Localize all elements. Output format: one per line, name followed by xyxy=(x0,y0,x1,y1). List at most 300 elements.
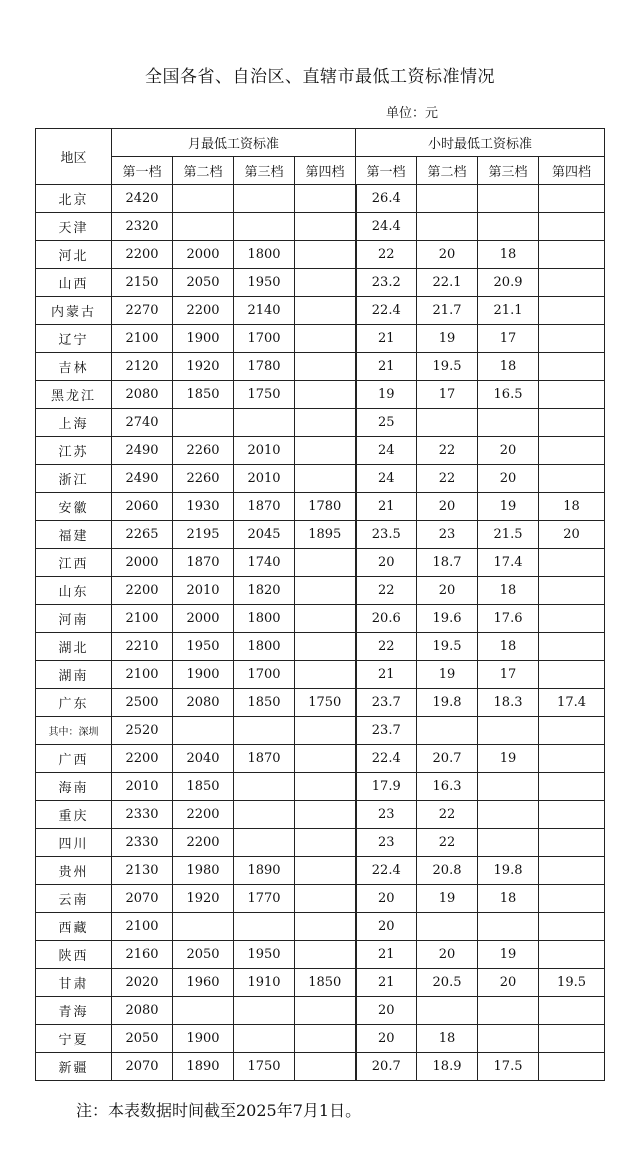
monthly-tier-3-cell: 1910 xyxy=(234,969,295,997)
monthly-tier-1-cell: 2070 xyxy=(112,1053,173,1081)
monthly-tier-2-cell: 2050 xyxy=(173,269,234,297)
region-cell: 其中：深圳 xyxy=(36,717,112,745)
table-row xyxy=(36,717,605,745)
monthly-tier-3-cell: 1800 xyxy=(234,241,295,269)
monthly-tier-1-cell: 2080 xyxy=(112,381,173,409)
monthly-tier-4-cell: 1895 xyxy=(295,521,356,549)
monthly-tier-2-cell: 2010 xyxy=(173,577,234,605)
hourly-tier-3-cell xyxy=(478,829,539,857)
hourly-tier-1-cell: 20 xyxy=(356,549,417,577)
hourly-tier-2-cell xyxy=(417,913,478,941)
table-row xyxy=(36,465,605,493)
monthly-tier-1-cell: 2330 xyxy=(112,801,173,829)
region-cell: 广东 xyxy=(36,689,112,717)
hourly-tier-4-cell xyxy=(539,269,605,297)
hourly-tier-3-cell: 16.5 xyxy=(478,381,539,409)
table-row xyxy=(36,325,605,353)
monthly-tier-4-cell xyxy=(295,325,356,353)
monthly-tier-1-cell: 2500 xyxy=(112,689,173,717)
monthly-tier-2-cell: 1930 xyxy=(173,493,234,521)
monthly-tier-4-cell: 1750 xyxy=(295,689,356,717)
hourly-tier-4-cell: 17.4 xyxy=(539,689,605,717)
monthly-tier-1-cell: 2520 xyxy=(112,717,173,745)
hourly-tier-3-cell xyxy=(478,997,539,1025)
monthly-tier-4-cell xyxy=(295,633,356,661)
hourly-tier-1-cell: 22.4 xyxy=(356,745,417,773)
region-cell: 吉林 xyxy=(36,353,112,381)
hourly-tier-1-cell: 20 xyxy=(356,913,417,941)
monthly-tier-3-cell: 1950 xyxy=(234,269,295,297)
monthly-tier-3-cell xyxy=(234,409,295,437)
hourly-tier-2-cell: 19.5 xyxy=(417,633,478,661)
table-row xyxy=(36,1025,605,1053)
table-row xyxy=(36,605,605,633)
page-title: 全国各省、自治区、直辖市最低工资标准情况 xyxy=(145,67,495,87)
hourly-tier-1-cell: 19 xyxy=(356,381,417,409)
hourly-tier-1-cell: 20 xyxy=(356,997,417,1025)
region-cell: 山西 xyxy=(36,269,112,297)
monthly-tier-2-cell: 1900 xyxy=(173,325,234,353)
monthly-tier-3-cell: 2010 xyxy=(234,437,295,465)
region-cell: 湖北 xyxy=(36,633,112,661)
monthly-tier-2-cell: 2080 xyxy=(173,689,234,717)
hourly-tier-4-cell xyxy=(539,409,605,437)
table-row xyxy=(36,297,605,325)
hourly-tier-1-cell: 24 xyxy=(356,437,417,465)
hourly-tier-4-cell xyxy=(539,829,605,857)
region-cell: 河南 xyxy=(36,605,112,633)
table-row xyxy=(36,829,605,857)
monthly-tier-1-cell: 2270 xyxy=(112,297,173,325)
footnote: 注：本表数据时间截至2025年7月1日。 xyxy=(76,1101,362,1120)
hourly-tier-3-cell xyxy=(478,213,539,241)
hourly-tier-3-cell: 19 xyxy=(478,493,539,521)
monthly-tier-3-cell xyxy=(234,913,295,941)
monthly-tier-4-cell xyxy=(295,213,356,241)
region-cell: 北京 xyxy=(36,185,112,213)
hourly-tier-1-cell: 25 xyxy=(356,409,417,437)
monthly-tier-1-cell: 2200 xyxy=(112,577,173,605)
table-row xyxy=(36,801,605,829)
hourly-tier-4-cell xyxy=(539,213,605,241)
monthly-tier-1-cell: 2150 xyxy=(112,269,173,297)
table-row xyxy=(36,997,605,1025)
hourly-tier-3-cell: 17.5 xyxy=(478,1053,539,1081)
hourly-tier-3-cell xyxy=(478,913,539,941)
monthly-tier-3-cell xyxy=(234,717,295,745)
monthly-tier-4-cell xyxy=(295,941,356,969)
hourly-tier-3-cell: 17 xyxy=(478,661,539,689)
hourly-tier-1-cell: 26.4 xyxy=(356,185,417,213)
table-row xyxy=(36,381,605,409)
hourly-tier-3-cell: 18 xyxy=(478,577,539,605)
hourly-tier-4-cell xyxy=(539,437,605,465)
hourly-tier-4-cell xyxy=(539,857,605,885)
monthly-tier-3-cell: 1950 xyxy=(234,941,295,969)
monthly-tier-2-cell xyxy=(173,717,234,745)
monthly-tier-4-cell xyxy=(295,297,356,325)
hourly-tier-3-cell: 18 xyxy=(478,241,539,269)
region-cell: 四川 xyxy=(36,829,112,857)
table-row xyxy=(36,885,605,913)
monthly-tier-4-cell xyxy=(295,717,356,745)
monthly-tier-2-cell: 1900 xyxy=(173,1025,234,1053)
region-cell: 甘肃 xyxy=(36,969,112,997)
hourly-tier-4-cell xyxy=(539,605,605,633)
hourly-tier-4-cell xyxy=(539,801,605,829)
hourly-tier-3-cell xyxy=(478,773,539,801)
hourly-tier-1-cell: 21 xyxy=(356,493,417,521)
hourly-tier-4-cell xyxy=(539,913,605,941)
region-cell: 西藏 xyxy=(36,913,112,941)
hourly-tier-2-cell: 20.7 xyxy=(417,745,478,773)
monthly-tier-2-cell: 1950 xyxy=(173,633,234,661)
monthly-tier-1-cell: 2320 xyxy=(112,213,173,241)
monthly-tier-3-cell xyxy=(234,1025,295,1053)
hourly-tier-2-cell: 22 xyxy=(417,829,478,857)
hourly-tier-2-cell: 20.5 xyxy=(417,969,478,997)
hourly-header: 小时最低工资标准 xyxy=(356,129,605,157)
hourly-tier-2-cell xyxy=(417,717,478,745)
hourly-tier-1-cell: 20 xyxy=(356,885,417,913)
monthly-tier-1-cell: 2130 xyxy=(112,857,173,885)
hourly-tier-3-cell xyxy=(478,801,539,829)
minimum-wage-table xyxy=(35,128,605,1081)
hourly-tier-1-cell: 22.4 xyxy=(356,857,417,885)
hourly-tier-3-cell: 18 xyxy=(478,633,539,661)
hourly-tier-4-cell xyxy=(539,549,605,577)
table-row xyxy=(36,549,605,577)
monthly-tier-4-cell xyxy=(295,241,356,269)
region-cell: 贵州 xyxy=(36,857,112,885)
table-row xyxy=(36,745,605,773)
table-row xyxy=(36,633,605,661)
hourly-tier-3-cell: 19 xyxy=(478,745,539,773)
monthly-tier-1-cell: 2265 xyxy=(112,521,173,549)
region-header: 地区 xyxy=(36,129,112,185)
monthly-tier-4-cell: 1780 xyxy=(295,493,356,521)
table-row xyxy=(36,241,605,269)
monthly-tier-2-cell xyxy=(173,185,234,213)
hourly-tier-2-header: 第二档 xyxy=(417,157,478,185)
hourly-tier-1-cell: 21 xyxy=(356,353,417,381)
monthly-tier-3-cell xyxy=(234,801,295,829)
hourly-tier-2-cell: 20 xyxy=(417,493,478,521)
hourly-tier-2-cell xyxy=(417,185,478,213)
monthly-tier-1-cell: 2200 xyxy=(112,241,173,269)
region-cell: 河北 xyxy=(36,241,112,269)
monthly-tier-2-cell: 2195 xyxy=(173,521,234,549)
monthly-tier-2-cell: 2260 xyxy=(173,437,234,465)
monthly-tier-1-cell: 2160 xyxy=(112,941,173,969)
region-cell: 宁夏 xyxy=(36,1025,112,1053)
region-cell: 内蒙古 xyxy=(36,297,112,325)
monthly-tier-2-cell: 1850 xyxy=(173,381,234,409)
region-cell: 江西 xyxy=(36,549,112,577)
table-row xyxy=(36,185,605,213)
monthly-tier-4-cell xyxy=(295,997,356,1025)
hourly-tier-4-cell xyxy=(539,661,605,689)
monthly-tier-1-cell: 2490 xyxy=(112,465,173,493)
monthly-tier-3-cell: 2140 xyxy=(234,297,295,325)
hourly-tier-2-cell: 19.6 xyxy=(417,605,478,633)
monthly-tier-4-cell xyxy=(295,605,356,633)
region-cell: 湖南 xyxy=(36,661,112,689)
hourly-tier-3-cell: 21.1 xyxy=(478,297,539,325)
table-row xyxy=(36,577,605,605)
monthly-tier-4-cell xyxy=(295,409,356,437)
table-row xyxy=(36,941,605,969)
hourly-tier-4-cell xyxy=(539,381,605,409)
table-row xyxy=(36,857,605,885)
hourly-tier-1-cell: 23 xyxy=(356,801,417,829)
hourly-tier-4-cell xyxy=(539,885,605,913)
monthly-tier-1-cell: 2200 xyxy=(112,745,173,773)
monthly-tier-2-header: 第二档 xyxy=(173,157,234,185)
monthly-tier-3-cell: 2010 xyxy=(234,465,295,493)
table-body xyxy=(36,185,605,1081)
hourly-tier-2-cell: 20 xyxy=(417,241,478,269)
table-row xyxy=(36,689,605,717)
hourly-tier-4-cell xyxy=(539,745,605,773)
monthly-tier-3-cell: 1750 xyxy=(234,381,295,409)
monthly-tier-1-cell: 2490 xyxy=(112,437,173,465)
region-cell: 山东 xyxy=(36,577,112,605)
hourly-tier-1-cell: 23 xyxy=(356,829,417,857)
table-row xyxy=(36,353,605,381)
hourly-tier-1-cell: 21 xyxy=(356,325,417,353)
monthly-tier-4-cell xyxy=(295,1053,356,1081)
monthly-tier-3-header: 第三档 xyxy=(234,157,295,185)
monthly-tier-1-cell: 2210 xyxy=(112,633,173,661)
hourly-tier-4-cell xyxy=(539,633,605,661)
monthly-tier-1-cell: 2050 xyxy=(112,1025,173,1053)
monthly-tier-3-cell: 1700 xyxy=(234,325,295,353)
monthly-tier-4-cell xyxy=(295,661,356,689)
monthly-tier-4-cell xyxy=(295,577,356,605)
hourly-tier-2-cell: 20.8 xyxy=(417,857,478,885)
hourly-tier-1-cell: 21 xyxy=(356,969,417,997)
hourly-tier-2-cell: 20 xyxy=(417,577,478,605)
table-row xyxy=(36,213,605,241)
hourly-tier-2-cell: 19 xyxy=(417,325,478,353)
hourly-tier-1-cell: 17.9 xyxy=(356,773,417,801)
hourly-tier-4-cell xyxy=(539,353,605,381)
hourly-tier-1-cell: 23.7 xyxy=(356,717,417,745)
monthly-tier-4-cell xyxy=(295,185,356,213)
monthly-tier-4-cell xyxy=(295,829,356,857)
monthly-tier-1-cell: 2070 xyxy=(112,885,173,913)
monthly-tier-1-cell: 2740 xyxy=(112,409,173,437)
hourly-tier-1-cell: 23.2 xyxy=(356,269,417,297)
monthly-tier-4-cell xyxy=(295,381,356,409)
hourly-tier-4-cell xyxy=(539,717,605,745)
monthly-tier-3-cell: 1800 xyxy=(234,605,295,633)
monthly-tier-2-cell xyxy=(173,913,234,941)
hourly-tier-3-cell: 18 xyxy=(478,885,539,913)
table-row xyxy=(36,773,605,801)
table-row xyxy=(36,661,605,689)
monthly-tier-1-cell: 2100 xyxy=(112,661,173,689)
hourly-tier-3-cell: 20 xyxy=(478,969,539,997)
monthly-header: 月最低工资标准 xyxy=(112,129,356,157)
monthly-tier-2-cell: 2200 xyxy=(173,297,234,325)
monthly-tier-2-cell: 1960 xyxy=(173,969,234,997)
hourly-tier-4-cell xyxy=(539,941,605,969)
hourly-tier-1-cell: 21 xyxy=(356,661,417,689)
monthly-tier-4-cell xyxy=(295,857,356,885)
hourly-tier-2-cell xyxy=(417,213,478,241)
monthly-tier-3-cell: 1780 xyxy=(234,353,295,381)
hourly-tier-3-cell: 18 xyxy=(478,353,539,381)
hourly-tier-4-cell xyxy=(539,577,605,605)
monthly-tier-3-cell: 1750 xyxy=(234,1053,295,1081)
hourly-tier-1-cell: 23.7 xyxy=(356,689,417,717)
hourly-tier-4-header: 第四档 xyxy=(539,157,605,185)
hourly-tier-4-cell: 20 xyxy=(539,521,605,549)
table-row xyxy=(36,493,605,521)
monthly-tier-2-cell: 1920 xyxy=(173,885,234,913)
hourly-tier-3-cell xyxy=(478,185,539,213)
monthly-tier-1-cell: 2100 xyxy=(112,913,173,941)
monthly-tier-1-cell: 2060 xyxy=(112,493,173,521)
monthly-tier-3-cell: 1740 xyxy=(234,549,295,577)
monthly-tier-3-cell: 1800 xyxy=(234,633,295,661)
hourly-tier-1-cell: 21 xyxy=(356,941,417,969)
hourly-tier-4-cell: 18 xyxy=(539,493,605,521)
monthly-tier-3-cell xyxy=(234,773,295,801)
monthly-tier-2-cell: 1980 xyxy=(173,857,234,885)
hourly-tier-4-cell xyxy=(539,297,605,325)
monthly-tier-3-cell xyxy=(234,997,295,1025)
region-cell: 海南 xyxy=(36,773,112,801)
hourly-tier-2-cell: 21.7 xyxy=(417,297,478,325)
monthly-tier-1-cell: 2000 xyxy=(112,549,173,577)
hourly-tier-2-cell: 19.5 xyxy=(417,353,478,381)
monthly-tier-4-header: 第四档 xyxy=(295,157,356,185)
hourly-tier-2-cell: 16.3 xyxy=(417,773,478,801)
monthly-tier-3-cell: 1870 xyxy=(234,745,295,773)
hourly-tier-3-cell: 17.6 xyxy=(478,605,539,633)
monthly-tier-2-cell xyxy=(173,213,234,241)
monthly-tier-4-cell xyxy=(295,773,356,801)
hourly-tier-3-cell xyxy=(478,717,539,745)
monthly-tier-3-cell: 1820 xyxy=(234,577,295,605)
hourly-tier-2-cell: 18.9 xyxy=(417,1053,478,1081)
table-row xyxy=(36,269,605,297)
hourly-tier-1-cell: 23.5 xyxy=(356,521,417,549)
monthly-tier-3-cell xyxy=(234,829,295,857)
hourly-tier-3-cell: 17 xyxy=(478,325,539,353)
hourly-tier-2-cell: 23 xyxy=(417,521,478,549)
hourly-tier-4-cell xyxy=(539,997,605,1025)
monthly-tier-2-cell: 1920 xyxy=(173,353,234,381)
region-cell: 福建 xyxy=(36,521,112,549)
hourly-tier-1-cell: 24 xyxy=(356,465,417,493)
hourly-tier-2-cell: 17 xyxy=(417,381,478,409)
monthly-tier-2-cell xyxy=(173,409,234,437)
monthly-tier-4-cell: 1850 xyxy=(295,969,356,997)
region-cell: 上海 xyxy=(36,409,112,437)
hourly-tier-2-cell: 19 xyxy=(417,661,478,689)
hourly-tier-3-cell: 19.8 xyxy=(478,857,539,885)
hourly-tier-3-header: 第三档 xyxy=(478,157,539,185)
hourly-tier-2-cell xyxy=(417,997,478,1025)
hourly-tier-3-cell: 21.5 xyxy=(478,521,539,549)
hourly-tier-3-cell: 18.3 xyxy=(478,689,539,717)
hourly-tier-4-cell xyxy=(539,1053,605,1081)
region-cell: 陕西 xyxy=(36,941,112,969)
monthly-tier-1-cell: 2020 xyxy=(112,969,173,997)
region-cell: 天津 xyxy=(36,213,112,241)
hourly-tier-3-cell: 20.9 xyxy=(478,269,539,297)
hourly-tier-2-cell: 22 xyxy=(417,801,478,829)
hourly-tier-2-cell: 19 xyxy=(417,885,478,913)
hourly-tier-3-cell: 17.4 xyxy=(478,549,539,577)
hourly-tier-2-cell: 18.7 xyxy=(417,549,478,577)
monthly-tier-1-cell: 2330 xyxy=(112,829,173,857)
table-row xyxy=(36,409,605,437)
hourly-tier-1-cell: 22 xyxy=(356,633,417,661)
hourly-tier-1-cell: 24.4 xyxy=(356,213,417,241)
monthly-tier-4-cell xyxy=(295,269,356,297)
monthly-tier-3-cell: 1700 xyxy=(234,661,295,689)
monthly-tier-2-cell: 2050 xyxy=(173,941,234,969)
monthly-tier-4-cell xyxy=(295,465,356,493)
hourly-tier-4-cell xyxy=(539,185,605,213)
table-row xyxy=(36,913,605,941)
hourly-tier-2-cell: 22.1 xyxy=(417,269,478,297)
monthly-tier-1-header: 第一档 xyxy=(112,157,173,185)
monthly-tier-1-cell: 2120 xyxy=(112,353,173,381)
monthly-tier-2-cell: 2000 xyxy=(173,605,234,633)
monthly-tier-2-cell: 2040 xyxy=(173,745,234,773)
monthly-tier-3-cell: 1870 xyxy=(234,493,295,521)
region-cell: 安徽 xyxy=(36,493,112,521)
region-cell: 云南 xyxy=(36,885,112,913)
hourly-tier-2-cell xyxy=(417,409,478,437)
hourly-tier-1-cell: 22 xyxy=(356,577,417,605)
monthly-tier-2-cell: 1890 xyxy=(173,1053,234,1081)
hourly-tier-4-cell: 19.5 xyxy=(539,969,605,997)
monthly-tier-3-cell xyxy=(234,213,295,241)
table-row xyxy=(36,437,605,465)
hourly-tier-3-cell: 20 xyxy=(478,437,539,465)
unit-label: 单位：元 xyxy=(386,106,439,121)
monthly-tier-3-cell: 2045 xyxy=(234,521,295,549)
monthly-tier-1-cell: 2420 xyxy=(112,185,173,213)
region-cell: 江苏 xyxy=(36,437,112,465)
hourly-tier-4-cell xyxy=(539,325,605,353)
monthly-tier-2-cell: 2260 xyxy=(173,465,234,493)
hourly-tier-1-cell: 20.6 xyxy=(356,605,417,633)
monthly-tier-4-cell xyxy=(295,801,356,829)
region-cell: 青海 xyxy=(36,997,112,1025)
hourly-tier-2-cell: 20 xyxy=(417,941,478,969)
region-cell: 重庆 xyxy=(36,801,112,829)
hourly-tier-4-cell xyxy=(539,241,605,269)
region-cell: 黑龙江 xyxy=(36,381,112,409)
monthly-tier-2-cell: 1900 xyxy=(173,661,234,689)
monthly-tier-2-cell: 2200 xyxy=(173,829,234,857)
hourly-tier-3-cell xyxy=(478,1025,539,1053)
monthly-tier-4-cell xyxy=(295,549,356,577)
monthly-tier-1-cell: 2080 xyxy=(112,997,173,1025)
monthly-tier-3-cell xyxy=(234,185,295,213)
tier-header-row xyxy=(36,157,605,185)
region-cell: 浙江 xyxy=(36,465,112,493)
monthly-tier-2-cell: 1870 xyxy=(173,549,234,577)
